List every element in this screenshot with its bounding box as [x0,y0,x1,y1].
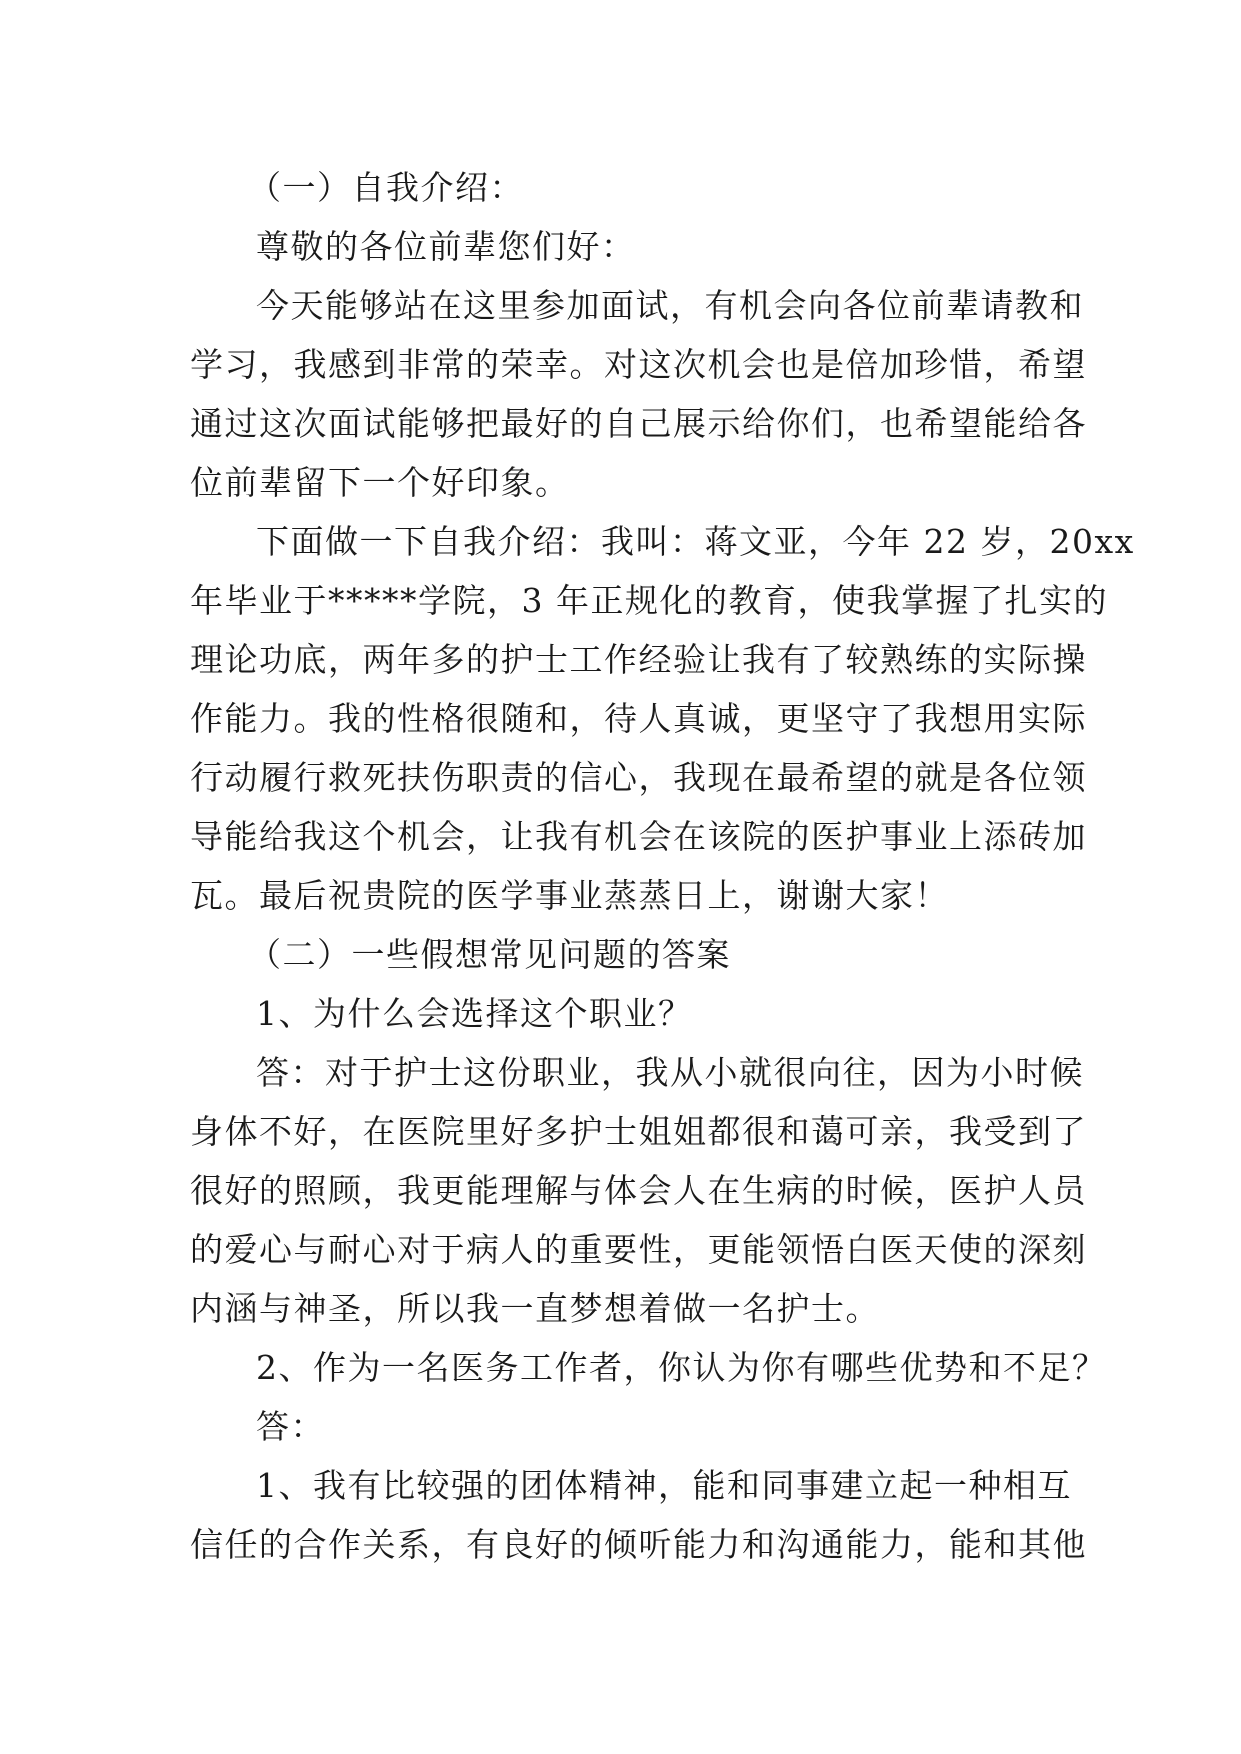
paragraph-line: 通过这次面试能够把最好的自己展示给你们，也希望能给各 [190,404,1087,443]
answer-line: 的爱心与耐心对于病人的重要性，更能领悟白医天使的深刻 [190,1230,1087,1269]
paragraph-line: 今天能够站在这里参加面试，有机会向各位前辈请教和 [256,286,1084,325]
greeting-line: 尊敬的各位前辈您们好： [256,227,636,266]
answer-line: 信任的合作关系，有良好的倾听能力和沟通能力，能和其他 [190,1525,1087,1564]
document-body [190,158,1135,1574]
section-heading: （一）自我介绍： [248,168,524,207]
paragraph-line: 导能给我这个机会，让我有机会在该院的医护事业上添砖加 [190,817,1087,856]
answer-line: 1、我有比较强的团体精神，能和同事建立起一种相互 [256,1466,1072,1505]
paragraph-line: 学习，我感到非常的荣幸。对这次机会也是倍加珍惜，希望 [190,345,1087,384]
question-line: 2、作为一名医务工作者，你认为你有哪些优势和不足？ [256,1348,1107,1387]
answer-line: 很好的照顾，我更能理解与体会人在生病的时候，医护人员 [190,1171,1087,1210]
paragraph-line: 作能力。我的性格很随和，待人真诚，更坚守了我想用实际 [190,699,1087,738]
answer-line: 答：对于护士这份职业，我从小就很向往，因为小时候 [256,1053,1084,1092]
paragraph-line: 理论功底，两年多的护士工作经验让我有了较熟练的实际操 [190,640,1087,679]
question-line: 1、为什么会选择这个职业？ [256,994,693,1033]
section-heading: （二）一些假想常见问题的答案 [248,935,731,974]
paragraph-line: 瓦。最后祝贵院的医学事业蒸蒸日上，谢谢大家！ [190,876,949,915]
answer-line: 答： [256,1407,325,1446]
answer-line: 身体不好，在医院里好多护士姐姐都很和蔼可亲，我受到了 [190,1112,1087,1151]
paragraph-line: 年毕业于*****学院，3 年正规化的教育，使我掌握了扎实的 [190,581,1108,620]
paragraph-line: 位前辈留下一个好印象。 [190,463,570,502]
paragraph-line: 下面做一下自我介绍：我叫：蒋文亚，今年 22 岁，20xx [256,522,1135,561]
paragraph-line: 行动履行救死扶伤职责的信心，我现在最希望的就是各位领 [190,758,1087,797]
answer-line: 内涵与神圣，所以我一直梦想着做一名护士。 [190,1289,880,1328]
